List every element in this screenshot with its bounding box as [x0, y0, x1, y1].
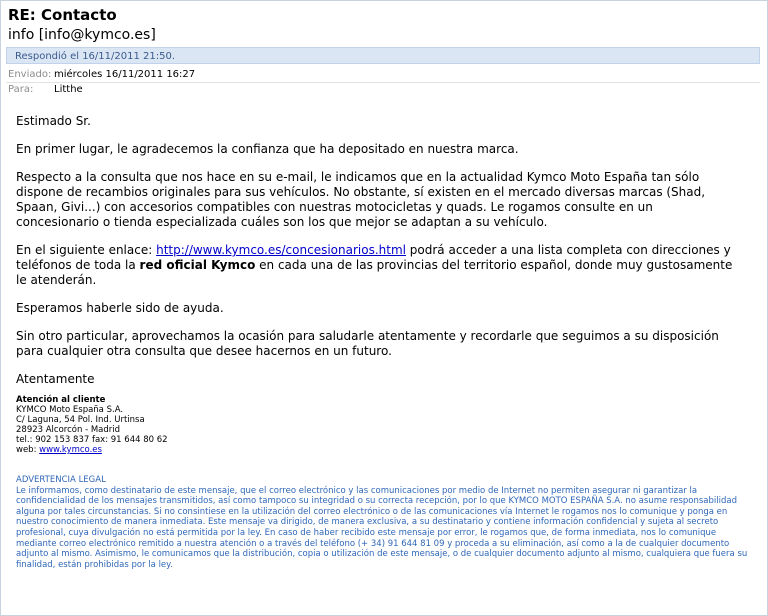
to-label: Para:	[8, 84, 34, 95]
paragraph-thanks: En primer lugar, le agradecemos la confianza que ha depositado en nuestra marca.	[16, 142, 519, 156]
paragraph-farewell: Sin otro particular, aprovechamos la ocasión para saludarle atentamente y recordarle que seguimos a su disposición para cualquier otra consulta que desee hacernos en un futuro.	[16, 329, 719, 358]
dealers-link[interactable]: http://www.kymco.es/concesionarios.html	[156, 243, 406, 257]
paragraph-parts: Respecto a la consulta que nos hace en su e-mail, le indicamos que en la actualidad Kymco Moto España tan sólo dispone de recambios originales para sus vehículos. No obstante, sí existen en el mercado diversas marcas (Shad, Spaan, Givi...) con accesorios compatibles con nuestras motocicletas y quads. Le rogamos consulte en un concesionario o tienda especializada cuáles son los que mejor se adaptan a su vehículo.	[16, 170, 706, 229]
header-divider	[6, 82, 760, 83]
signature-company: KYMCO Moto España S.A.	[16, 405, 124, 415]
paragraph-help: Esperamos haberle sido de ayuda.	[16, 301, 224, 315]
signature-web	[16, 445, 316, 455]
official-network-text: red oficial Kymco	[139, 258, 256, 272]
to-value[interactable]: Litthe	[54, 84, 83, 95]
legal-notice	[16, 475, 756, 570]
link-mid-text: podrá acceder a una lista completa con direcciones y teléfonos de toda la	[16, 243, 731, 272]
sent-row	[8, 69, 195, 80]
replied-infobar[interactable]: Respondió el 16/11/2011 21:50.	[6, 47, 760, 64]
link-end-text: en cada una de las provincias del territorio español, donde muy gustosamente le atenderán.	[16, 258, 733, 287]
web-label: web:	[16, 445, 40, 455]
sent-label: Enviado:	[8, 69, 52, 80]
to-row	[8, 84, 83, 95]
message-body	[16, 114, 736, 387]
link-intro-text: En el siguiente enlace:	[16, 243, 157, 257]
signature-address2: 28923 Alcorcón - Madrid	[16, 425, 121, 435]
website-link[interactable]: www.kymco.es	[39, 445, 102, 455]
email-sender[interactable]: info [info@kymco.es]	[8, 27, 156, 43]
signature-address1: C/ Laguna, 54 Pol. Ind. Urtinsa	[16, 415, 145, 425]
signature-phone: tel.: 902 153 837 fax: 91 644 80 62	[16, 435, 168, 445]
greeting: Estimado Sr.	[16, 114, 91, 128]
paragraph-link	[16, 243, 736, 288]
sent-value: miércoles 16/11/2011 16:27	[54, 69, 196, 80]
signature-title: Atención al cliente	[16, 395, 106, 405]
legal-title: ADVERTENCIA LEGAL	[16, 475, 106, 485]
email-subject: RE: Contacto	[8, 6, 117, 24]
closing: Atentamente	[16, 372, 95, 386]
signature-block	[16, 395, 316, 455]
legal-text: Le informamos, como destinatario de este mensaje, que el correo electrónico y las comunicaciones por medio de Internet no permiten asegurar ni garantizar la confidencialidad de los mensajes transmitidos, así como tampoco su integridad o su correcta recepción, por lo que KYMCO MOTO ESPAÑA S.A. no asume responsabilidad alguna por tales circunstancias. Si no consintiese en la utilización del correo electrónico o de las comunicaciones vía Internet le rogamos nos lo comunique y ponga en nuestro conocimiento de manera inmediata. Este mensaje va dirigido, de manera exclusiva, a su destinatario y contiene información confidencial y sujeta al secreto profesional, cuya divulgación no está permitida por la ley. En caso de haber recibido este mensaje por error, le rogamos que, de forma inmediata, nos lo comunique mediante correo electrónico remitido a nuestra atención o a través del teléfono (+ 34) 91 644 81 09 y proceda a su eliminación, así como a la de cualquier documento adjunto al mismo. Asimismo, le comunicamos que la distribución, copia o utilización de este mensaje, o de cualquier documento adjunto al mismo, cualquiera que fuera su finalidad, están prohibidas por la ley.	[16, 485, 748, 570]
